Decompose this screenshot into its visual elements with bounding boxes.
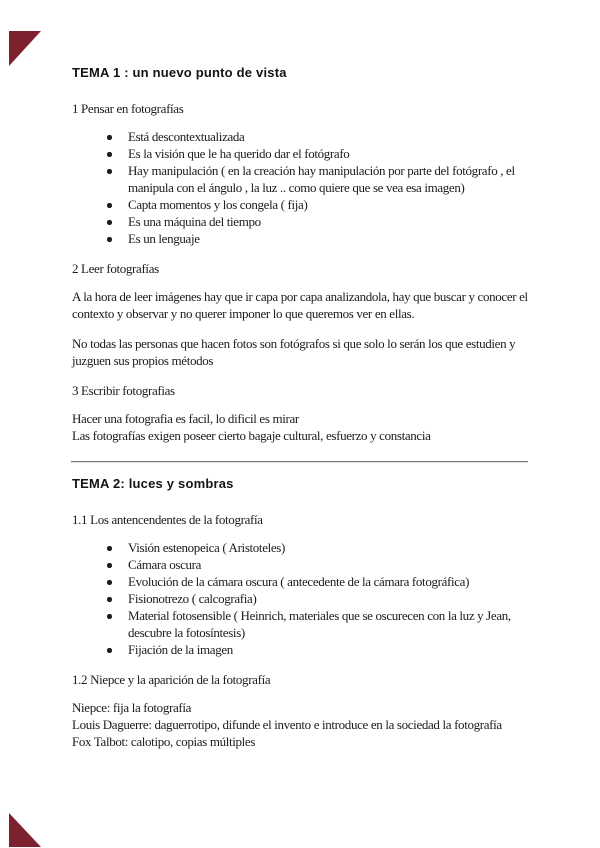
paragraph xyxy=(72,699,532,750)
bullet-item: Es un lenguaje xyxy=(72,230,532,247)
sub-heading: 3 Escribir fotografias xyxy=(72,383,175,398)
bullet-item: Es la visión que le ha querido dar el fotógrafo xyxy=(72,145,532,162)
paragraph-line: Hacer una fotografia es facil, lo dificil es mirar xyxy=(72,411,299,426)
paragraph xyxy=(72,410,532,444)
bullet-item: Visión estenopeica ( Aristoteles) xyxy=(72,539,532,556)
corner-fold-icon-bottom-left xyxy=(9,813,41,847)
paragraph: A la hora de leer imágenes hay que ir capa por capa analizandola, hay que buscar y conocer el contexto y observar y no querer imponer lo que queremos ver en ellas. xyxy=(72,289,528,321)
bullet-item: Hay manipulación ( en la creación hay manipulación por parte del fotógrafo , el manipula con el ángulo , la luz .. como quiere que se vea esa imagen) xyxy=(72,162,532,196)
bullet-list xyxy=(72,539,532,658)
document-content xyxy=(72,64,532,763)
section-heading: TEMA 2: luces y sombras xyxy=(72,476,234,491)
section-divider xyxy=(71,461,528,463)
corner-fold-icon-top-left xyxy=(9,31,41,66)
paragraph-line: Louis Daguerre: daguerrotipo, difunde el invento e introduce en la sociedad la fotografía xyxy=(72,717,502,732)
paragraph: No todas las personas que hacen fotos son fotógrafos si que solo lo serán los que estudien y juzguen sus propios métodos xyxy=(72,336,516,368)
bullet-item: Fijación de la imagen xyxy=(72,641,532,658)
bullet-item: Material fotosensible ( Heinrich, materiales que se oscurecen con la luz y Jean, descubre la fotosíntesis) xyxy=(72,607,532,641)
sub-heading: 2 Leer fotografías xyxy=(72,261,159,276)
bullet-item: Evolución de la cámara oscura ( antecedente de la cámara fotográfica) xyxy=(72,573,532,590)
paragraph-line: Niepce: fija la fotografía xyxy=(72,700,192,715)
bullet-item: Capta momentos y los congela ( fija) xyxy=(72,196,532,213)
paragraph-line: Fox Talbot: calotipo, copias múltiples xyxy=(72,734,256,749)
bullet-list xyxy=(72,128,532,247)
sub-heading: 1.1 Los antencendentes de la fotografía xyxy=(72,512,263,527)
sub-heading: 1.2 Niepce y la aparición de la fotografía xyxy=(72,672,271,687)
bullet-item: Fisionotrezo ( calcografia) xyxy=(72,590,532,607)
section-heading: TEMA 1 : un nuevo punto de vista xyxy=(72,65,287,80)
bullet-item: Está descontextualizada xyxy=(72,128,532,145)
bullet-item: Cámara oscura xyxy=(72,556,532,573)
sub-heading: 1 Pensar en fotografías xyxy=(72,101,184,116)
bullet-item: Es una máquina del tiempo xyxy=(72,213,532,230)
paragraph-line: Las fotografías exigen poseer cierto bagaje cultural, esfuerzo y constancia xyxy=(72,428,431,443)
